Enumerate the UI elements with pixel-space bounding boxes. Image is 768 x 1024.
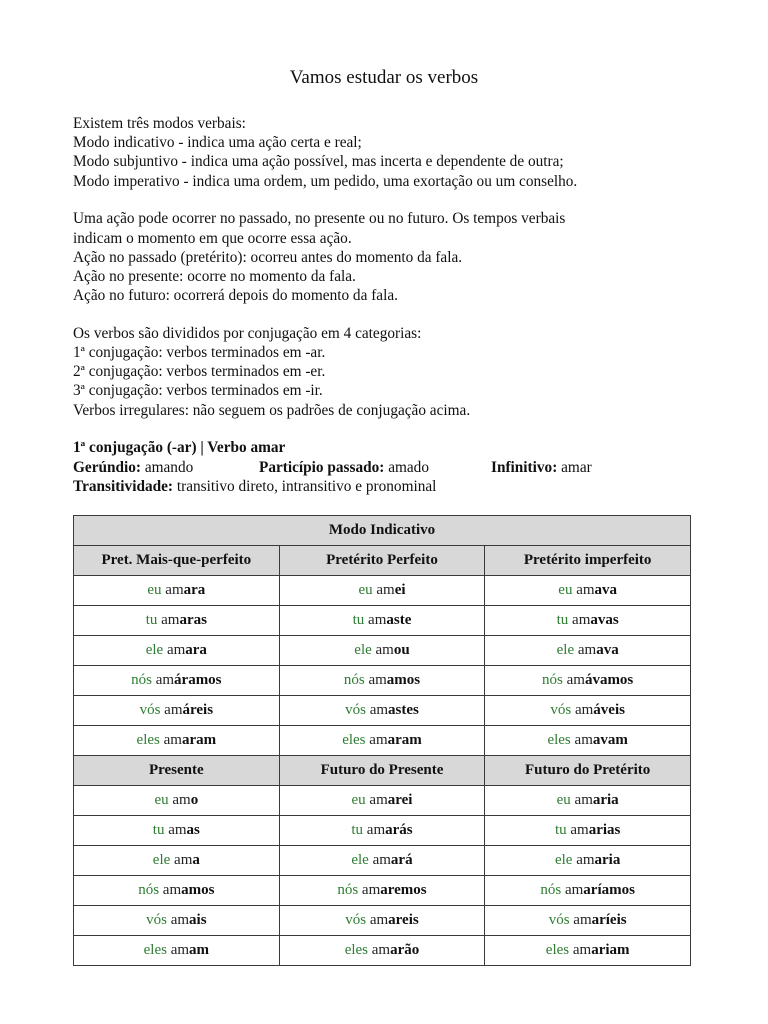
text-line: Existem três modos verbais: [73, 115, 246, 132]
text-line: Uma ação pode ocorrer no passado, no presente ou no futuro. Os tempos verbais [73, 210, 566, 228]
table-title: Modo Indicativo [74, 516, 691, 546]
pronoun: vós [139, 702, 161, 718]
pronoun: ele [556, 642, 575, 658]
conjugation-cell [485, 606, 691, 636]
pronoun: nós [337, 882, 359, 898]
pronoun: eles [344, 942, 369, 958]
tense-header-row [74, 546, 691, 576]
verb-ending: arás [385, 822, 413, 838]
pronoun: ele [351, 852, 369, 868]
verb-ending: areis [388, 912, 419, 928]
pronoun: nós [131, 672, 152, 688]
verb-ending: o [190, 792, 199, 808]
verb-ending: ou [393, 642, 410, 658]
verb-stem: am [161, 612, 180, 628]
text-line: Modo subjuntivo - indica uma ação possível, mas incerta e dependente de outra; [73, 153, 564, 171]
verb-stem: am [162, 882, 182, 898]
pronoun: eu [147, 582, 162, 598]
conjugation-cell [279, 906, 485, 936]
verb-stem: am [369, 792, 388, 808]
pronoun: eles [136, 732, 160, 748]
verb-ending: arão [390, 942, 420, 958]
conjugation-cell [74, 906, 280, 936]
conjugation-cell [485, 786, 691, 816]
transitivity-label: Transitividade: [73, 477, 174, 495]
text-line: Ação no presente: ocorre no momento da fala. [73, 267, 356, 285]
transitivity-value: transitivo direto, intransitivo e pronominal [176, 477, 437, 495]
infinitive-value: amar [561, 458, 592, 476]
verb-stem: am [572, 942, 592, 958]
conjugation-table [73, 515, 691, 966]
pronoun: tu [352, 612, 365, 628]
pronoun: vós [146, 912, 167, 928]
verb-ending: áramos [174, 672, 222, 688]
gerund-value: amando [144, 458, 194, 476]
conjugation-cell [485, 846, 691, 876]
verb-stem: am [564, 882, 584, 898]
verb-stem: am [361, 882, 381, 898]
conjugation-cell [74, 606, 280, 636]
table-row [74, 846, 691, 876]
verb-ending: arei [387, 792, 413, 808]
tense-header: Presente [74, 756, 280, 786]
tense-header: Futuro do Pretérito [485, 756, 691, 786]
pronoun: eles [545, 942, 570, 958]
verb-stem: am [164, 702, 183, 718]
conjugation-cell [485, 936, 691, 966]
pronoun: tu [554, 822, 567, 838]
verb-ending: am [189, 942, 210, 958]
verb-stem: am [574, 792, 593, 808]
conjugation-cell [485, 816, 691, 846]
verb-ending: ara [183, 582, 206, 598]
pronoun: nós [540, 882, 562, 898]
pronoun: eu [558, 582, 573, 598]
verb-stem: am [574, 702, 594, 718]
verb-stem: am [369, 702, 389, 718]
pronoun: ele [152, 852, 171, 868]
pronoun: eles [143, 942, 167, 958]
verb-stem: am [573, 912, 592, 928]
verb-stem: am [368, 612, 387, 628]
verb-forms [73, 458, 713, 477]
text-line: Modo imperativo - indica uma ordem, um pedido, uma exortação ou um conselho. [73, 172, 578, 190]
verb-stem: am [577, 642, 597, 658]
table-row [74, 786, 691, 816]
conjugation-cell [485, 726, 691, 756]
verb-ending: avam [592, 732, 628, 748]
verb-stem: am [576, 582, 595, 598]
verb-ending: áreis [182, 702, 214, 718]
conjugation-cell [279, 576, 485, 606]
verb-stem: am [376, 582, 395, 598]
verb-stem: am [166, 642, 186, 658]
conjugation-cell [279, 846, 485, 876]
tense-header: Pret. Mais-que-perfeito [74, 546, 280, 576]
conjugation-cell [485, 876, 691, 906]
conjugation-cell [74, 666, 280, 696]
paragraph-tenses [73, 209, 713, 305]
verb-ending: as [186, 822, 200, 838]
table-row [74, 606, 691, 636]
verb-stem: am [574, 732, 593, 748]
table-row [74, 696, 691, 726]
verb-ending: ais [189, 912, 207, 928]
participle-label: Particípio passado: [259, 458, 385, 476]
infinitive-label: Infinitivo: [491, 458, 558, 476]
paragraph-modes [73, 114, 713, 191]
conjugation-cell [74, 696, 280, 726]
conjugation-cell [279, 876, 485, 906]
verb-stem: am [174, 852, 193, 868]
text-line: indicam o momento em que ocorre essa ação. [73, 229, 352, 247]
pronoun: tu [145, 612, 158, 628]
conjugation-cell [279, 936, 485, 966]
conjugation-cell [74, 576, 280, 606]
gerund-label: Gerúndio: [73, 458, 141, 476]
pronoun: eu [351, 792, 366, 808]
verb-stem: am [170, 942, 190, 958]
conjugation-cell [279, 726, 485, 756]
pronoun: tu [152, 822, 165, 838]
intro-text [73, 114, 713, 496]
verb-ending: áveis [593, 702, 625, 718]
verb-ending: aras [179, 612, 207, 628]
table-row [74, 576, 691, 606]
verb-stem: am [371, 942, 391, 958]
verb-ending: aria [594, 852, 621, 868]
verb-stem: am [165, 582, 184, 598]
verb-ending: ávamos [584, 672, 634, 688]
table-row [74, 876, 691, 906]
verb-stem: am [163, 732, 182, 748]
verb-ending: ara [185, 642, 207, 658]
text-line: 2ª conjugação: verbos terminados em -er. [73, 363, 326, 381]
verb-heading: 1ª conjugação (-ar) | Verbo amar [73, 439, 286, 457]
verb-stem: am [170, 912, 190, 928]
pronoun: vós [550, 702, 572, 718]
conjugation-cell [74, 636, 280, 666]
verb-ending: ará [390, 852, 413, 868]
pronoun: nós [138, 882, 160, 898]
pronoun: eu [358, 582, 373, 598]
table-row [74, 936, 691, 966]
verb-ending: ei [394, 582, 406, 598]
conjugation-cell [279, 606, 485, 636]
text-line: 3ª conjugação: verbos terminados em -ir. [73, 382, 323, 400]
verb-ending: aram [181, 732, 217, 748]
verb-ending: arias [588, 822, 621, 838]
text-line: Ação no passado (pretérito): ocorreu antes do momento da fala. [73, 248, 463, 266]
pronoun: ele [354, 642, 372, 658]
conjugation-cell [279, 816, 485, 846]
pronoun: eu [556, 792, 571, 808]
pronoun: tu [556, 612, 569, 628]
tense-header: Futuro do Presente [279, 756, 485, 786]
verb-stem: am [372, 852, 391, 868]
pronoun: eu [154, 792, 169, 808]
verb-ending: avas [590, 612, 619, 628]
tense-header: Pretérito Perfeito [279, 546, 485, 576]
conjugation-cell [74, 876, 280, 906]
verb-stem: am [369, 732, 388, 748]
conjugation-cell [74, 726, 280, 756]
verb-stem: am [172, 792, 191, 808]
pronoun: vós [548, 912, 570, 928]
text-line: Ação no futuro: ocorrerá depois do momento da fala. [73, 287, 398, 305]
verb-ending: aste [386, 612, 412, 628]
verb-stem: am [155, 672, 175, 688]
verb-ending: ava [594, 582, 618, 598]
conjugation-cell [279, 636, 485, 666]
conjugation-cell [485, 666, 691, 696]
verb-ending: astes [388, 702, 419, 718]
verb-ending: aram [387, 732, 422, 748]
paragraph-conjugations [73, 324, 713, 420]
verb-ending: aríeis [591, 912, 627, 928]
conjugation-cell [485, 696, 691, 726]
pronoun: nós [343, 672, 365, 688]
conjugation-cell [74, 846, 280, 876]
verb-ending: amos [386, 672, 421, 688]
conjugation-cell [279, 666, 485, 696]
pronoun: vós [345, 912, 367, 928]
verb-stem: am [366, 822, 386, 838]
text-line: Verbos irregulares: não seguem os padrões de conjugação acima. [73, 401, 471, 419]
verb-ending: ava [596, 642, 619, 658]
verb-ending: aria [592, 792, 619, 808]
pronoun: nós [542, 672, 563, 688]
tense-header: Pretérito imperfeito [485, 546, 691, 576]
table-row [74, 906, 691, 936]
text-line: 1ª conjugação: verbos terminados em -ar. [73, 344, 326, 362]
verb-stem: am [566, 672, 585, 688]
pronoun: ele [554, 852, 573, 868]
verb-stem: am [570, 822, 589, 838]
pronoun: eles [342, 732, 366, 748]
verb-ending: aremos [380, 882, 427, 898]
verb-ending: ariam [591, 942, 630, 958]
conjugation-cell [485, 636, 691, 666]
pronoun: tu [351, 822, 364, 838]
conjugation-cell [74, 786, 280, 816]
page-title: Vamos estudar os verbos [289, 67, 479, 88]
table-row [74, 726, 691, 756]
verb-stem: am [572, 612, 591, 628]
participle-value: amado [388, 458, 429, 476]
conjugation-cell [74, 816, 280, 846]
conjugation-cell [485, 906, 691, 936]
conjugation-cell [279, 696, 485, 726]
verb-stem: am [375, 642, 394, 658]
conjugation-cell [74, 936, 280, 966]
conjugation-cell [485, 576, 691, 606]
verb-stem: am [368, 672, 387, 688]
verb-ending: aríamos [583, 882, 635, 898]
conjugation-cell [279, 786, 485, 816]
verb-ending: a [192, 852, 200, 868]
verb-ending: amos [181, 882, 215, 898]
table-row [74, 666, 691, 696]
table-row [74, 636, 691, 666]
verb-stem: am [576, 852, 595, 868]
text-line: Os verbos são divididos por conjugação em 4 categorias: [73, 324, 422, 342]
pronoun: eles [547, 732, 571, 748]
table-row [74, 816, 691, 846]
pronoun: ele [145, 642, 164, 658]
pronoun: vós [345, 702, 366, 718]
verb-stem: am [369, 912, 389, 928]
text-line: Modo indicativo - indica uma ação certa e real; [73, 134, 362, 152]
verb-stem: am [168, 822, 187, 838]
verb-info [73, 438, 713, 496]
tense-header-row [74, 756, 691, 786]
